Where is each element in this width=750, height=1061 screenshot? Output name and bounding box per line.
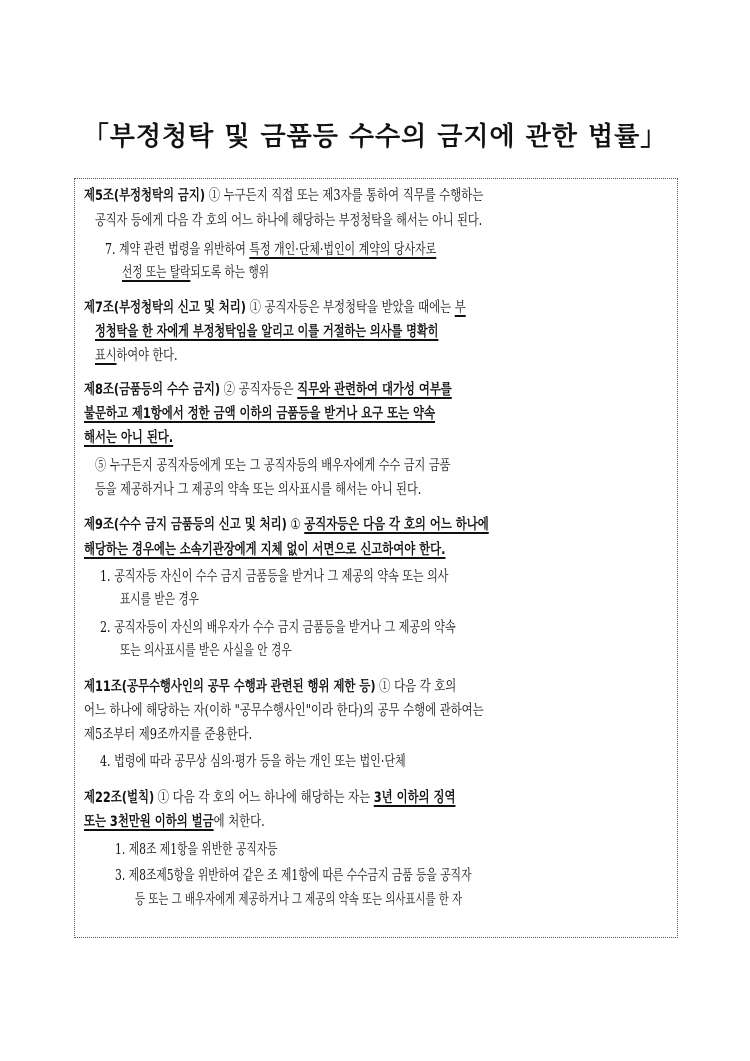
article-7-line-3: 표시하여야 한다. xyxy=(95,348,178,364)
article-5-line-1 xyxy=(84,186,672,206)
article-8-heading: 제8조(금품등의 수수 금지) xyxy=(84,382,221,398)
article-11-line-1: 제11조(공무수행사인의 공무 수행과 관련된 행위 제한 등) ① 다음 각 호의 xyxy=(84,679,457,695)
article-11-line-2: 어느 하나에 해당하는 자(이하 "공무수행사인"이라 한다)의 공무 수행에 관하여는 xyxy=(84,703,484,719)
article-22-line-2: 또는 3천만원 이하의 벌금에 처한다. xyxy=(84,814,265,830)
article-8-line-1: 제8조(금품등의 수수 금지) ② 공직자등은 직무와 관련하여 대가성 여부를 xyxy=(84,382,452,398)
article-5-text: ① 누구든지 직접 또는 제3자를 통하여 직무를 수행하는 xyxy=(208,188,484,204)
article-11-item-4: 4. 법령에 따라 공무상 심의·평가 등을 하는 개인 또는 법인·단체 xyxy=(100,754,406,770)
article-5-line-2: 공직자 등에게 다음 각 호의 어느 하나에 해당하는 부정청탁을 해서는 아니 된다. xyxy=(95,213,483,229)
article-22-heading: 제22조(벌칙) xyxy=(84,790,155,806)
article-8-line-2: 불문하고 제1항에서 정한 금액 이하의 금품등을 받거나 요구 또는 약속 xyxy=(84,406,436,422)
article-5-item-7-underline: 특정 개인·단체·법인이 계약의 당사자로 xyxy=(249,242,437,258)
article-9-item-2-line-1: 2. 공직자등이 자신의 배우자가 수수 금지 금품등을 받거나 그 제공의 약속 xyxy=(100,620,456,636)
document-title: 「부정청탁 및 금품등 수수의 금지에 관한 법률」 xyxy=(82,122,668,152)
article-22-line-1: 제22조(벌칙) ① 다음 각 호의 어느 하나에 해당하는 자는 3년 이하의 징역 xyxy=(84,790,456,806)
article-9-heading: 제9조(수수 금지 금품등의 신고 및 처리) xyxy=(84,517,287,533)
article-9-line-1: 제9조(수수 금지 금품등의 신고 및 처리) ① 공직자등은 다음 각 호의 어느 하나에 xyxy=(84,517,489,533)
article-9-line-2: 해당하는 경우에는 소속기관장에게 지체 없이 서면으로 신고하여야 한다. xyxy=(84,542,446,558)
article-5-item-7-line-1: 7. 계약 관련 법령을 위반하여 특정 개인·단체·법인이 계약의 당사자로 xyxy=(105,242,437,258)
article-8-para-5-line-2: 등을 제공하거나 그 제공의 약속 또는 의사표시를 해서는 아니 된다. xyxy=(95,482,422,498)
article-5-item-7-line-2: 선정 또는 탈락되도록 하는 행위 xyxy=(122,265,270,281)
article-9-item-1-line-2: 표시를 받은 경우 xyxy=(120,592,199,608)
article-8-line-3: 해서는 아니 된다. xyxy=(84,430,174,446)
article-11-heading: 제11조(공무수행사인의 공무 수행과 관련된 행위 제한 등) xyxy=(84,679,376,695)
article-22-item-3-line-1: 3. 제8조제5항을 위반하여 같은 조 제1항에 따른 수수금지 금품 등을 공직자 xyxy=(115,868,472,884)
article-5-heading: 제5조(부정청탁의 금지) xyxy=(84,188,206,204)
article-7-line-2: 정청탁을 한 자에게 부정청탁임을 알리고 이를 거절하는 의사를 명확히 xyxy=(95,324,439,340)
article-22-item-3-line-2: 등 또는 그 배우자에게 제공하거나 그 제공의 약속 또는 의사표시를 한 자 xyxy=(135,892,463,908)
article-7-heading: 제7조(부정청탁의 신고 및 처리) xyxy=(84,300,246,316)
article-22-item-1: 1. 제8조 제1항을 위반한 공직자등 xyxy=(115,842,278,858)
article-11-line-3: 제5조부터 제9조까지를 준용한다. xyxy=(84,727,253,743)
article-9-item-2-line-2: 또는 의사표시를 받은 사실을 안 경우 xyxy=(120,643,292,659)
article-9-item-1-line-1: 1. 공직자등 자신이 수수 금지 금품등을 받거나 그 제공의 약속 또는 의사 xyxy=(100,569,449,585)
article-7-line-1: 제7조(부정청탁의 신고 및 처리) ① 공직자등은 부정청탁을 받았을 때에는 부 xyxy=(84,300,466,316)
article-8-para-5-line-1: ⑤ 누구든지 공직자등에게 또는 그 공직자등의 배우자에게 수수 금지 금품 xyxy=(95,458,451,474)
